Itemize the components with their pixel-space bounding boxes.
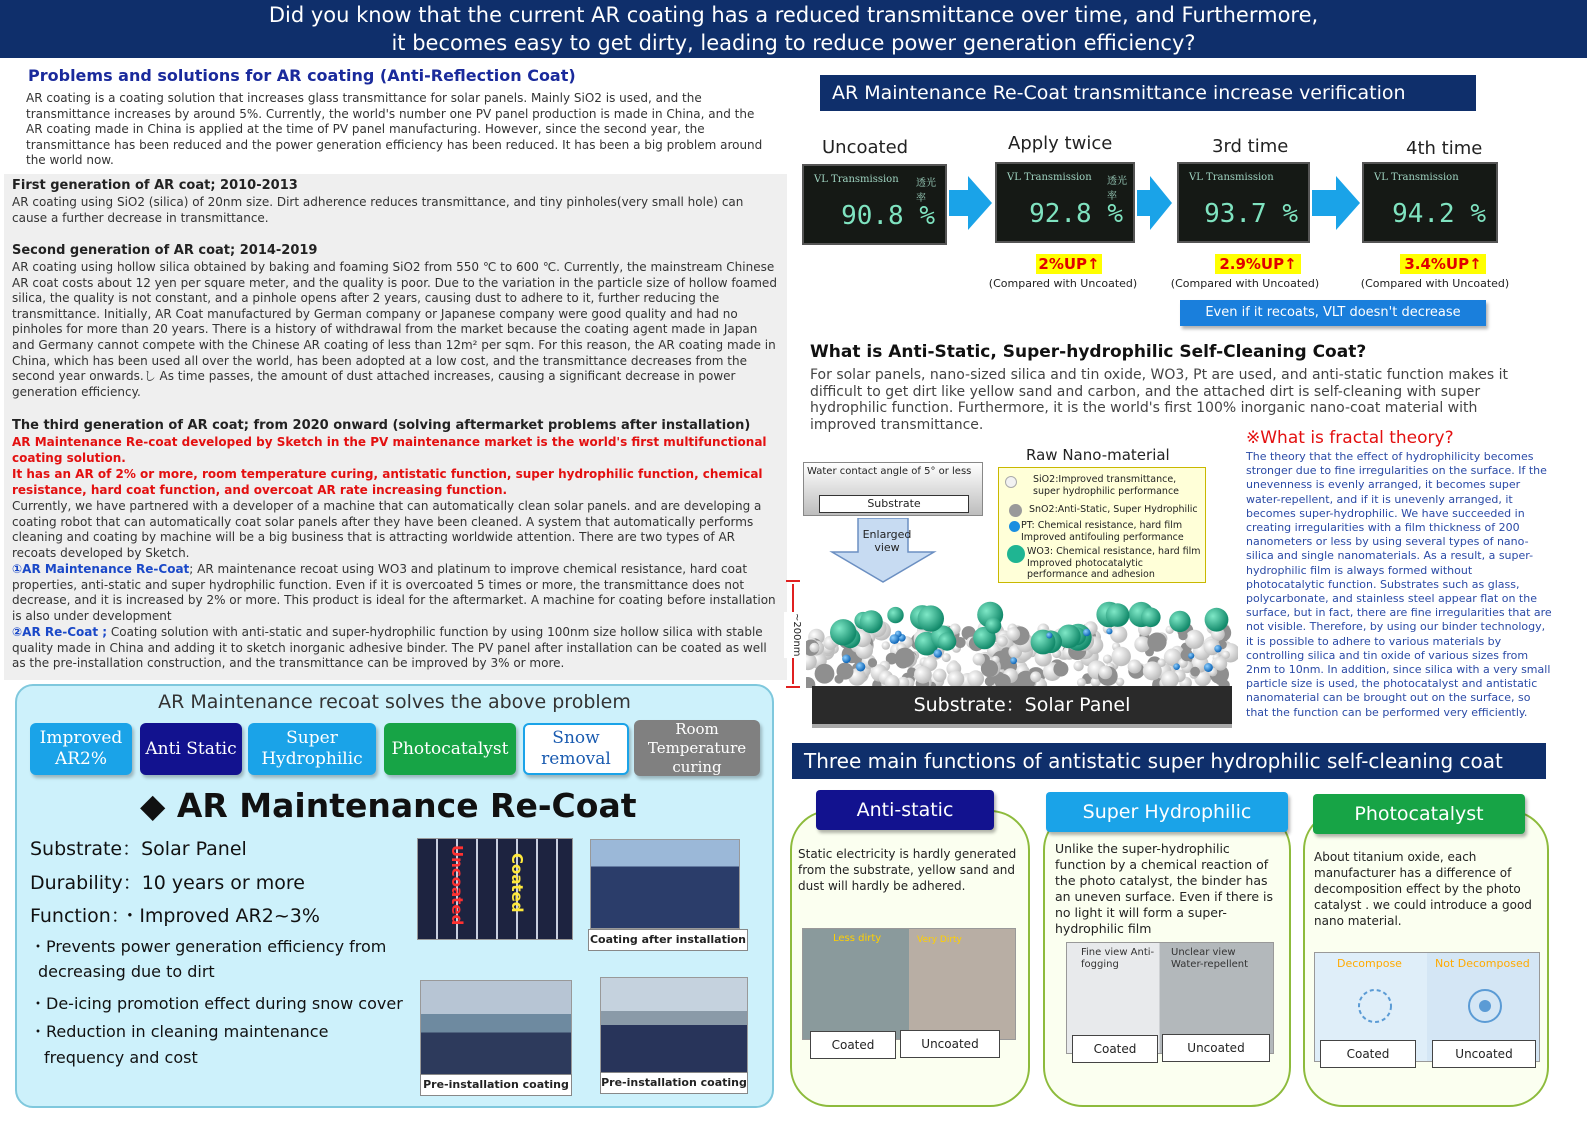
photocatalyst-coated-label: Coated [1320,1040,1416,1068]
verify-title: AR Maintenance Re-Coat transmittance increase verification [820,75,1476,111]
pt-particle [934,649,942,657]
legend-sno2: SnO2:Anti-Static, Super Hydrophilic [1029,504,1198,515]
wo3-dot-icon [1007,545,1025,563]
step-label-third: 3rd time [1212,136,1289,157]
nano-particle [1007,627,1021,641]
step-label-uncoated: Uncoated [822,137,909,158]
nano-particle [914,666,932,684]
feature-button-antistatic[interactable]: Anti Static [140,723,242,775]
molecule-icon [1455,981,1515,1031]
arrow-icon [1137,176,1172,230]
nano-particle [810,643,820,653]
photocatalyst-img-label-2: Not Decomposed [1435,957,1530,970]
nano-particle [1103,655,1112,664]
scale-cap-bottom [786,686,800,688]
wo3-particle [887,607,903,623]
coating-after-photo [590,839,740,929]
nano-particle [1185,630,1204,649]
feature-button-hydrophilic[interactable]: Super Hydrophilic [248,723,376,775]
nano-particle [967,670,984,687]
nano-particle [942,653,951,662]
legend-sio2: SiO2:Improved transmittance, super hydrophilic performance [1033,474,1180,497]
nano-particle [1073,661,1083,671]
substrate-solar-panel: Substrate：Solar Panel [812,686,1232,728]
pt-particle [1106,628,1112,634]
silica-dot-icon [1005,476,1017,488]
tin-oxide-dot-icon [1009,504,1022,517]
substrate-small: Substrate [819,495,969,513]
feature-button-photocatalyst[interactable]: Photocatalyst [384,723,516,775]
arrow-icon [1312,176,1360,230]
feature-button-ar[interactable]: Improved AR2% [30,723,132,775]
nano-particle [882,641,890,649]
item2-paragraph [12,625,782,672]
bullet-1b: decreasing due to dirt [38,962,215,981]
antistatic-coated-label: Coated [810,1031,896,1059]
step-label-twice: Apply twice [1008,133,1113,154]
hydrophilic-img-label-1: Fine view Anti-fogging [1081,947,1155,970]
card-antistatic-head: Anti-static [816,790,994,830]
feature-button-room-temp[interactable]: Room Temperature curing [634,720,760,776]
fractal-text: The theory that the effect of hydrophilicity becomes stronger due to fine irregularities on the surface. If the unevenness is evenly arranged, it becomes super water-repellent, and if it is unevenly arranged, it becomes super-hydrophilic. We have succeeded in creating irregularities with a film thickness of 200 nanometers or less by using several types of nano-silica and single nanomaterials. As a result, a super-hydrophilic film is always formed without photocatalytic function. Substrates such as glass, polycarbonate, and stainless steel appear flat on the surface, but in fact, there are fine irregularities that are not visible. Therefore, by using our binder technology, it is possible to adhere to various materials by controlling silica and tin oxide of various sizes from 2nm to 10nm. In addition, since silica with a very small particle size is used, the photocatalyst and antistatic nanomaterial can be brought out on the surface, so that the function can be performed very efficiently. [1246,450,1552,719]
hydrophilic-uncoated-label: Uncoated [1162,1034,1270,1062]
vlt-note: Even if it recoats, VLT doesn't decrease [1180,300,1486,326]
bullet-2: ・De-icing promotion effect during snow cover [30,994,403,1013]
feature-button-snow[interactable]: Snow removal [523,723,629,775]
legend-box [998,467,1206,583]
compare-third: (Compared with Uncoated) [1170,277,1320,290]
problems-intro: AR coating is a coating solution that increases glass transmittance for solar panels. Mainly SiO2 is used, and the transmittance increases by around 5%. Currently, the world's number one PV panel production is made in China, and the AR coating made in China is applied at the time of PV panel manufacturing. However, since the second year, the transmittance has been reduced and the power generation efficiency has been reduced. It has been a big problem around the world now. [26,91,763,168]
antistatic-uncoated-label: Uncoated [900,1030,1000,1058]
card-photocatalyst-text: About titanium oxide, each manufacturer has a difference of decomposition effect by the photo catalyst . we could introduce a good nano material. [1314,850,1532,928]
wo3-particle [1031,630,1056,655]
meter-value: 93.7 % [1204,199,1298,229]
compare-twice: (Compared with Uncoated) [988,277,1138,290]
spec-substrate: Substrate：Solar Panel [30,838,247,860]
nano-particle [1053,662,1068,677]
pre-install-photo-1 [420,980,572,1076]
nano-particle [1143,661,1162,680]
product-title: ◆ AR Maintenance Re-Coat [140,786,637,825]
pt-particle [1214,645,1221,652]
water-angle-label: Water contact angle of 5° or less [807,466,972,477]
antistatic-img-label-2: Very Dirty [917,935,962,945]
hydrophilic-img-label-2: Unclear view Water-repellent [1171,947,1249,970]
wo3-particle [860,610,883,633]
meter-label: VL Transmission [814,174,899,185]
nano-particle [933,669,947,683]
item1-paragraph [12,562,782,624]
meter-value: 92.8 % [1029,199,1123,229]
bullet-1a: ・Prevents power generation efficiency from [30,937,387,956]
banner-line-1: Did you know that the current AR coating has a reduced transmittance over time, and Furthermore, [268,3,1319,27]
antistatic-text: For solar panels, nano-sized silica and tin oxide, WO3, Pt are used, and anti-static function makes it difficult to get dirt like yellow sand and carbon, and the attached dirt is self-cleaning with super hydrophilic function. Furthermore, it is the world's first 100% inorganic nano-coat material with improved transmittance. [810,367,1508,433]
nano-particle [997,636,1008,647]
nano-particle [1213,657,1227,671]
solves-title: AR Maintenance recoat solves the above problem [158,691,631,713]
antistatic-photo [802,928,1016,1040]
up-badge-third: 2.9%UP↑ [1215,254,1301,274]
step-arrows [0,0,1587,260]
molecule-icon [1345,981,1405,1031]
nano-particle [1099,666,1113,680]
nano-particle [895,648,915,668]
spec-function: Function：・Improved AR2~3% [30,905,320,927]
nano-particle [1110,626,1127,643]
pt-particle [890,634,900,644]
legend-pt: PT: Chemical resistance, hard film Improved antifouling performance [1021,520,1184,543]
pt-particle [1204,663,1213,672]
fractal-title: ※What is fractal theory? [1246,428,1454,448]
item2-label: ②AR Re-Coat ; [12,625,108,639]
water-angle-box [803,462,983,516]
three-functions-title: Three main functions of antistatic super hydrophilic self-cleaning coat [792,743,1546,779]
nano-particle [837,663,854,680]
nano-particle [1030,671,1041,682]
caption-after-installation: Coating after installation [588,929,748,951]
pt-particle [1046,632,1052,638]
wo3-particle [1205,608,1229,632]
gen3-red-2: It has an AR of 2% or more, room temperature curing, antistatic function, super hydrophilic function, chemical resistance, hard coat function, and overcoat AR rate increasing function. [12,467,763,497]
pt-particle [1188,653,1194,659]
raw-title: Raw Nano-material [1026,446,1170,464]
gen3-red-1: AR Maintenance Re-coat developed by Sketch in the PV maintenance market is the world's first multifunctional coating solution. [12,435,767,465]
photo-uncoated-label: Uncoated [448,845,466,926]
arrow-icon [949,176,992,230]
nano-particle-diagram [806,588,1238,688]
caption-pre-install-1: Pre-installation coating [420,1074,572,1096]
platinum-dot-icon [1009,521,1020,532]
antistatic-title: What is Anti-Static, Super-hydrophilic Self-Cleaning Coat? [810,342,1367,362]
nano-particle [973,653,985,665]
bullet-3a: ・Reduction in cleaning maintenance [30,1022,329,1041]
item1-label: ①AR Maintenance Re-Coat [12,562,190,576]
wo3-particle [985,618,1001,634]
legend-wo3: WO3: Chemical resistance, hard film Improved photocatalytic performance and adhesion [1027,546,1201,580]
bullet-3b: frequency and cost [44,1048,198,1067]
wo3-particle [918,605,944,631]
wo3-particle [938,632,956,650]
wo3-particle [1169,611,1190,632]
nano-particle [985,676,995,686]
meter-label: VL Transmission [1189,172,1274,183]
gen2-text: AR coating using hollow silica obtained by baking and foaming SiO2 from 550 ℃ to 600 ℃. Currently, the mainstream Chinese AR coat costs about 12 yen per square meter, and the quality is poor. Due to the variation in the particle size of hollow foamed silica, the quality is not constant, and a pinhole opens after 2 years, causing dust to adhere to it, further reducing the transmittance. Initially, AR Coat manufactured by German company or Japanese company were good quality and had no pinholes for more than 20 years. There is a history of withdrawal from the market because the coating agent made in Japan and Germany cannot compete with the Chinese AR coating of less than 12m² per sqm. For this reason, the AR coating made in China, which has been used all over the world, has been adopted at a low cost, and the transmittance decreases from the second year onwards.し As time passes, the amount of dust attached increases, causing a significant decrease in power generation efficiency. [12,260,777,399]
pt-particle [856,662,865,671]
scale-cap-top [786,580,800,582]
up-badge-twice: 2%UP↑ [1036,254,1102,274]
wo3-particle [1106,603,1130,627]
nano-particle [1178,631,1187,640]
card-photocatalyst-head: Photocatalyst [1313,794,1525,834]
gen1-title: First generation of AR coat; 2010-2013 [12,178,298,193]
meter-sub: 透光率 [1107,176,1127,202]
nano-particle [1128,660,1142,674]
gen3-text: Currently, we have partnered with a developer of a machine that can automatically clean solar panels. and are developing a coating robot that can automatically coat solar panels after they have been cleaned. A system that automatically performs cleaning and coating by machine will be a big business that is attracting worldwide attention. There are two types of AR recoats developed by Sketch. [12,499,762,560]
wo3-particle [830,619,856,645]
gen1-text: AR coating using SiO2 (silica) of 20nm size. Dirt adherence reduces transmittance, and tiny pinholes(very small hole) can cause a further decrease in transmittance. [12,195,744,225]
compare-fourth: (Compared with Uncoated) [1360,277,1510,290]
wo3-particle [1141,608,1161,628]
gen2-title: Second generation of AR coat; 2014-2019 [12,243,318,258]
item2-text: Coating solution with anti-static and super-hydrophilic function by using 100nm size hollow silica with stable quality made in China and adding it to sketch inorganic adhesive binder. The PV panel after installation can be coated as well as the pre-installation construction, and the transmittance can be improved by 3% or more. [12,625,767,671]
meter-value: 90.8 % [841,201,935,231]
photocatalyst-uncoated-label: Uncoated [1432,1040,1536,1068]
pre-install-photo-2 [600,977,748,1073]
photo-coated-label: Coated [508,853,526,913]
antistatic-img-label-1: Less dirty [833,933,882,944]
meter-sub: 透光率 [916,178,936,204]
problems-title: Problems and solutions for AR coating (Anti-Reflection Coat) [28,66,576,85]
enlarged-label: Enlarged view [862,528,912,554]
step-label-fourth: 4th time [1406,138,1483,159]
card-hydrophilic-text: Unlike the super-hydrophilic function by a chemical reaction of the photo catalyst, the binder has an uneven surface. Even if there is no light it will form a super-hydrophilic film [1055,841,1273,936]
meter-label: VL Transmission [1007,172,1092,183]
nano-particle [1147,633,1166,652]
nano-particle [868,658,877,667]
pt-particle [842,655,851,664]
pt-particle [1173,663,1180,670]
solar-panel-photo [417,838,573,940]
card-hydrophilic-head: Super Hydrophilic [1046,792,1288,832]
item1-text: ; AR maintenance recoat using WO3 and platinum to improve chemical resistance, hard coat properties, anti-static and super hydrophilic function. Even if it is overcoated 5 times or more, the transmittance does not decrease, and it is increased by 2% or more. This product is ideal for the aftermarket. A machine for coating before installation is also under development [12,562,776,623]
pt-particle [1083,629,1090,636]
card-antistatic-text: Static electricity is hardly generated from the substrate, yellow sand and dust will hardly be adhered. [798,847,1017,893]
nano-particle [1112,647,1131,666]
photocatalyst-img-label-1: Decompose [1337,957,1402,970]
scale-label: ~200nm [784,612,802,658]
meter-value: 94.2 % [1392,199,1486,229]
nano-particle [815,664,835,684]
banner-line-2: it becomes easy to get dirty, leading to reduce power generation efficiency? [391,31,1196,55]
up-badge-fourth: 3.4%UP↑ [1400,254,1486,274]
meter-label: VL Transmission [1374,172,1459,183]
hydrophilic-coated-label: Coated [1072,1035,1158,1063]
pt-particle [1010,657,1017,664]
nano-particle [1190,667,1200,677]
gen3-title: The third generation of AR coat; from 2020 onward (solving aftermarket problems after installation) [12,418,751,433]
caption-pre-install-2: Pre-installation coating [600,1072,748,1094]
spec-durability: Durability：10 years or more [30,872,305,894]
